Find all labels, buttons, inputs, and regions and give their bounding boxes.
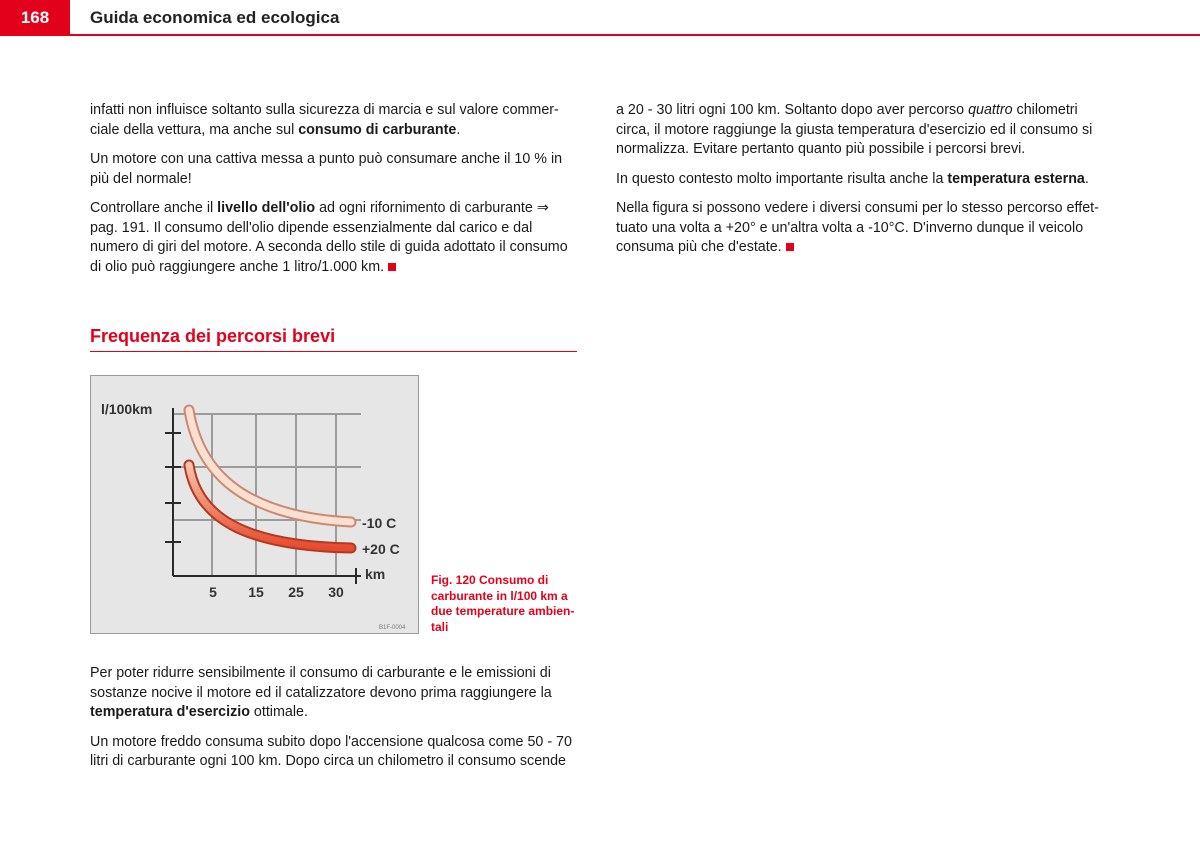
page-header xyxy=(0,0,1200,38)
paragraph-2: Un motore con una cattiva messa a punto può consumare anche il 10 % in più del normale! xyxy=(90,151,563,187)
paragraph-6 xyxy=(616,101,1110,160)
paragraph-4 xyxy=(90,664,577,723)
x-tick-label: 25 xyxy=(288,584,304,600)
text: a 20 - 30 litri ogni 100 km. Soltanto dopo aver percorso xyxy=(616,102,969,118)
header-rule xyxy=(70,34,1200,36)
chart-svg xyxy=(91,376,418,633)
bold-term: temperatura esterna xyxy=(947,170,1085,187)
text: Per poter ridurre sensibilmente il consumo di carburante e le emissioni di sostanze nocive il motore ed il catalizzatore devono prima raggiungere la xyxy=(90,665,552,701)
text: ad ogni rifornimento di carburante ⇒ pag. 191. Il consumo dell'olio dipende essenzialmente dal carico e dal numero di giri del motore. A seconda dello stile di guida adottato il consumo di olio può raggiungere anche 1 litro/1.000 km. xyxy=(90,200,568,275)
bold-term: consumo di carburante xyxy=(298,121,457,138)
italic-term: quattro xyxy=(968,102,1013,118)
paragraph-8 xyxy=(616,199,1110,258)
section-title: Frequenza dei percorsi brevi xyxy=(90,326,577,352)
text: . xyxy=(456,121,461,138)
left-column-top xyxy=(90,101,577,287)
series-label-cold: -10 C xyxy=(362,515,397,531)
header-title: Guida economica ed ecologica xyxy=(90,8,340,27)
series-label-warm: +20 C xyxy=(362,541,400,557)
figure-caption: Fig. 120 Consumo di carburante in l/100 km a due temperature ambien-tali xyxy=(431,573,575,634)
right-column xyxy=(616,101,1110,268)
paragraph-7 xyxy=(616,170,1110,190)
paragraph-1 xyxy=(90,101,577,140)
paragraph-5: Un motore freddo consuma subito dopo l'accensione qualcosa come 50 - 70 litri di carburante ogni 100 km. Dopo circa un chilometro il consumo scende xyxy=(90,733,572,769)
bold-term: temperatura d'esercizio xyxy=(90,704,250,720)
x-axis-label: km xyxy=(365,566,386,582)
bold-term: livello dell'olio xyxy=(217,200,316,216)
image-code: B1F-0004 xyxy=(379,625,406,631)
text: infatti non influisce soltanto sulla sicurezza di marcia e sul valore commer-ciale della vettura, ma anche sul xyxy=(90,102,559,138)
text: chilometri circa, il motore raggiunge la giusta temperatura d'esercizio ed il consumo si normalizza. Evitare pertanto quanto più possibile i percorsi brevi. xyxy=(616,102,1093,157)
paragraph-3 xyxy=(90,199,577,277)
text: Nella figura si possono vedere i diversi consumi per lo stesso percorso effet-tuato una volta a +20° e un'altra volta a -10°C. D'inverno dunque il veicolo consuma più che d'estate. xyxy=(616,200,1099,255)
figure-chart xyxy=(90,375,419,634)
y-axis-label: l/100km xyxy=(101,401,153,417)
left-column-bottom xyxy=(90,664,577,782)
page-number: 168 xyxy=(0,0,70,36)
x-tick-label: 30 xyxy=(328,584,344,600)
end-mark xyxy=(786,243,794,251)
text: In questo contesto molto importante risulta anche la xyxy=(616,170,948,187)
end-mark xyxy=(388,263,396,271)
text: Controllare anche il xyxy=(90,200,218,216)
x-tick-label: 5 xyxy=(209,584,217,600)
text: . xyxy=(1084,170,1089,187)
x-tick-label: 15 xyxy=(248,584,264,600)
text: ottimale. xyxy=(249,704,308,720)
